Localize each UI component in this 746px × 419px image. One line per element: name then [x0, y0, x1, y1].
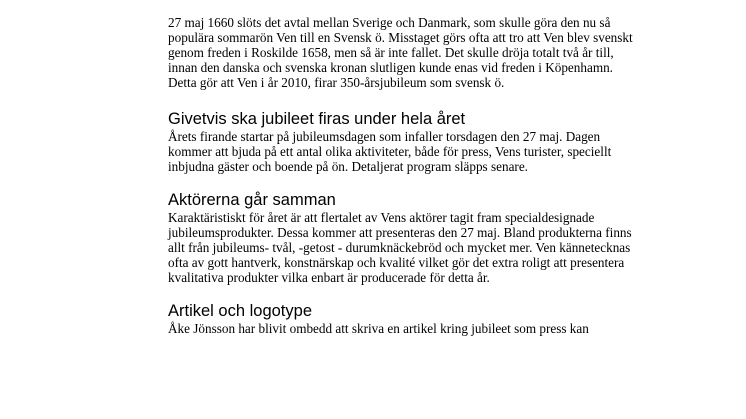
section-paragraph: Karaktäristiskt för året är att flertalet av Vens aktörer tagit fram specialdesignade jubileumsprodukter. Dessa kommer att presenteras den 27 maj. Bland produkterna finns allt från jubileums- tvål, -getost - durumknäckebröd och mycket mer. Ven kännetecknas ofta av gott hantverk, konstnärskap och kvalité vilket gör det extra roligt att presentera kvalitativa produkter vilka enbart är producerade för detta år.	[168, 210, 632, 285]
section-heading: Aktörerna går samman	[168, 191, 336, 209]
section-paragraph: Åke Jönsson har blivit ombedd att skriva en artikel kring jubileet som press kan	[168, 321, 589, 336]
section-paragraph: Årets firande startar på jubileumsdagen som infaller torsdagen den 27 maj. Dagen kommer att bjuda på ett antal olika aktiviteter, både för press, Vens turister, speciellt inbjudna gäster och boende på ön. Detaljerat program släpps senare.	[168, 129, 612, 174]
intro-paragraph: 27 maj 1660 slöts det avtal mellan Sverige och Danmark, som skulle göra den nu så populära sommarön Ven till en Svensk ö. Misstaget görs ofta att tro att Ven blev svenskt genom freden i Roskilde 1658, men så är inte fallet. Det skulle dröja totalt två år till, innan den danska och svenska kronan slutligen kunde enas vid freden i Köpenhamn. Detta gör att Ven i år 2010, firar 350-årsjubileum som svensk ö.	[168, 15, 633, 90]
article-body	[168, 15, 638, 336]
section-heading: Artikel och logotype	[168, 302, 312, 320]
section-celebration	[168, 110, 638, 174]
section-heading: Givetvis ska jubileet firas under hela året	[168, 110, 466, 128]
section-article-logotype	[168, 302, 638, 336]
section-actors	[168, 191, 638, 285]
